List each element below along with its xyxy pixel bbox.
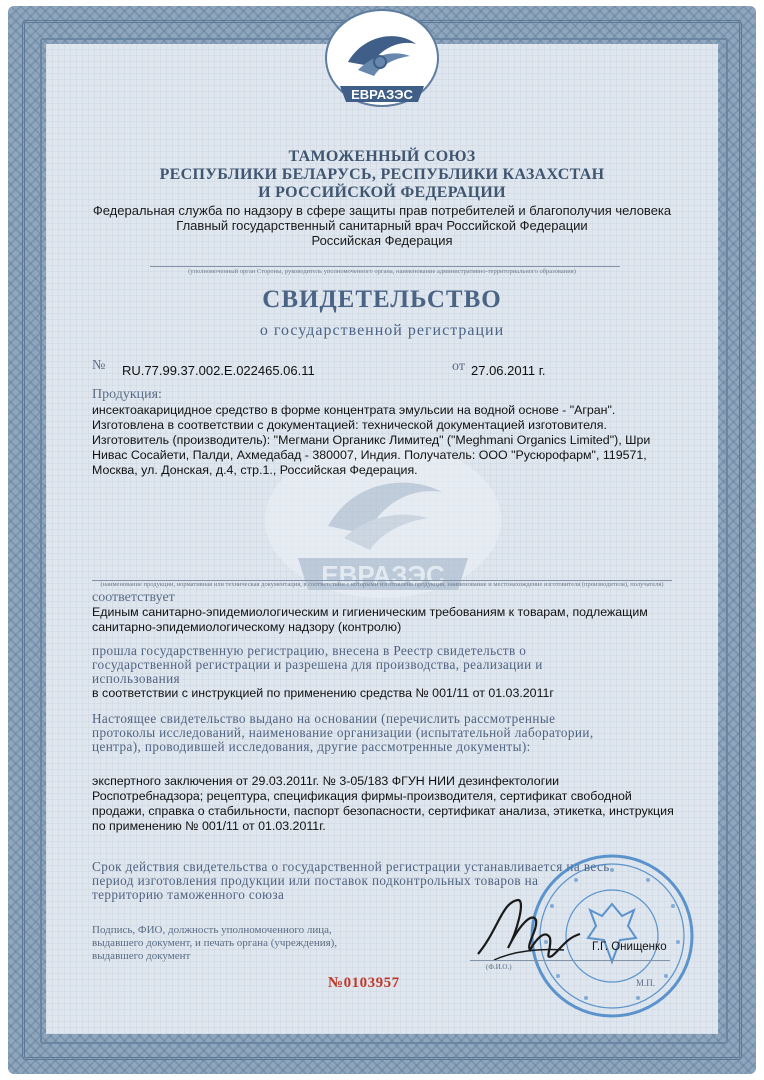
svg-text:ЕВРАЗЭС: ЕВРАЗЭС xyxy=(351,87,413,102)
serial-number: №0103957 xyxy=(328,975,400,991)
basis-line: экспертного заключения от 29.03.2011г. № 3-05/183 ФГУН НИИ дезинфектологии xyxy=(92,774,560,788)
basis-text xyxy=(92,774,682,834)
registration-date: 27.06.2011 г. xyxy=(471,363,546,378)
basis-line: Роспотребнадзора; рецептура, спецификация фирмы-производителя, сертификат свободной xyxy=(92,789,632,803)
printed-line: прошла государственную регистрацию, внесена в Реестр свидетельств о xyxy=(92,643,527,658)
product-line: Москва, ул. Донская, д.4, стр.1., Российская Федерация. xyxy=(92,463,418,477)
divider xyxy=(470,960,670,961)
printed-line: Срок действия свидетельства о государственной регистрации устанавливается на весь xyxy=(92,859,610,874)
basis-line: по применению № 001/11 от 01.03.2011г. xyxy=(92,819,326,833)
authority-line1: Федеральная служба по надзору в сфере защиты прав потребителей и благополучия человека xyxy=(92,203,672,218)
conformity-label: соответствует xyxy=(92,590,175,605)
name-caption: (Ф.И.О.) xyxy=(486,963,512,971)
printed-line: период изготовления продукции или поставок подконтрольных товаров на xyxy=(92,873,539,888)
registration-basis-value: в соответствии с инструкцией по применению средства № 001/11 от 01.03.2011г xyxy=(92,686,554,700)
product-caption: (наименование продукции, нормативная или техническая документация, в соответствии с которыми изготовлена продукция, наименование и местонахождение изготовителя (производителя), получателя) xyxy=(100,581,664,588)
product-line: Нивас Сосайети, Палди, Ахмедабад - 380007, Индия. Получатель: ООО "Русюрофарм", 119571, xyxy=(92,448,647,462)
printed-line: протоколы исследований, наименование организации (испытательной лаборатории, xyxy=(92,725,594,740)
document-title: СВИДЕТЕЛЬСТВО xyxy=(262,286,502,313)
registration-printed xyxy=(92,644,672,686)
product-text xyxy=(92,403,682,478)
product-line: Изготовлена в соответствии с документацией: технической документацией изготовителя. xyxy=(92,418,607,432)
product-line: инсектоакарицидное средство в форме концентрата эмульсии на водной основе - "Агран". xyxy=(92,403,616,417)
conformity-text xyxy=(92,605,682,635)
printed-line: территорию таможенного союза xyxy=(92,887,285,902)
conformity-line: Единым санитарно-эпидемиологическим и гигиеническим требованиям к товарам, подлежащим xyxy=(92,605,648,619)
registration-number: RU.77.99.37.002.Е.022465.06.11 xyxy=(122,363,315,378)
union-title-line2: РЕСПУБЛИКИ БЕЛАРУСЬ, РЕСПУБЛИКИ КАЗАХСТАН xyxy=(159,166,605,183)
document-subtitle: о государственной регистрации xyxy=(259,322,505,339)
printed-line: Настоящее свидетельство выдано на основании (перечислить рассмотренные xyxy=(92,711,556,726)
stamp-place: М.П. xyxy=(636,978,656,988)
product-label: Продукция: xyxy=(92,387,162,402)
union-title-line1: ТАМОЖЕННЫЙ СОЮЗ xyxy=(288,148,476,165)
caption-line: выдавшего документ, и печать органа (учреждения), xyxy=(92,937,338,949)
signatory-name: Г.Г. Онищенко xyxy=(592,941,667,953)
union-title-line3: И РОССИЙСКОЙ ФЕДЕРАЦИИ xyxy=(258,184,506,201)
divider xyxy=(150,266,620,267)
printed-line: государственной регистрации и разрешена для производства, реализации и xyxy=(92,657,543,672)
svg-text:ЕВРАЗЭС: ЕВРАЗЭС xyxy=(321,560,445,590)
eurasec-logo xyxy=(318,4,446,112)
caption-line: Подпись, ФИО, должность уполномоченного лица, xyxy=(92,924,332,936)
basis-printed xyxy=(92,712,672,754)
basis-line: продажи, справка о стабильности, паспорт безопасности, сертификат анализа, этикетка, инструкция xyxy=(92,804,674,818)
printed-line: центра), проводившей исследования, другие рассмотренные документы): xyxy=(92,739,531,754)
caption-line: выдавшего документ xyxy=(92,950,191,962)
signature-caption xyxy=(92,924,337,963)
date-label: от xyxy=(452,359,465,374)
number-label: № xyxy=(92,358,106,373)
printed-line: использования xyxy=(92,671,180,686)
authority-line2: Главный государственный санитарный врач Российской Федерации xyxy=(176,218,588,233)
authority-line3: Российская Федерация xyxy=(311,233,453,248)
product-line: Изготовитель (производитель): "Мегмани Органикс Лимитед" ("Meghmani Organics Limited"), Шри xyxy=(92,433,651,447)
conformity-line: санитарно-эпидемиологическому надзору (контролю) xyxy=(92,620,402,634)
authority-caption: (уполномоченный орган Стороны, руководитель уполномоченного органа, наименование административно-территориального образования) xyxy=(188,268,576,275)
